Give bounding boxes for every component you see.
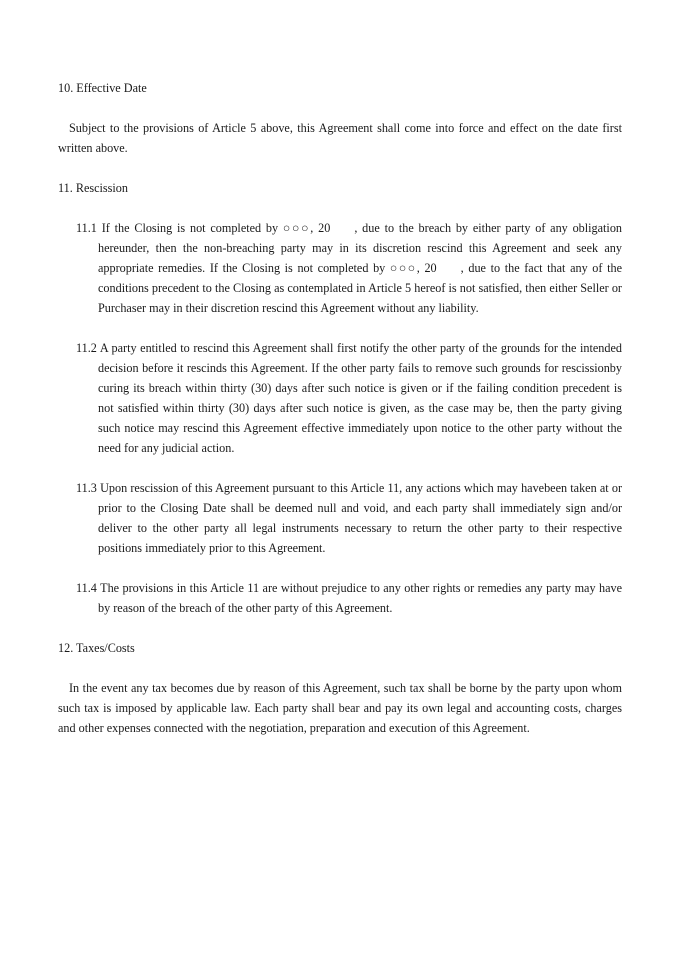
- clause-11-4: [76, 578, 622, 618]
- clause-number: 11.4: [76, 581, 97, 595]
- clause-number: 11.2: [76, 341, 97, 355]
- clause-number: 11.3: [76, 481, 97, 495]
- section-heading-rescission: 11. Rescission: [58, 181, 128, 195]
- effective-date-paragraph: Subject to the provisions of Article 5 above, this Agreement shall come into force and effect on the date first written above.: [58, 121, 622, 155]
- clause-text: A party entitled to rescind this Agreement shall first notify the other party of the grounds for the intended decision before it rescinds this Agreement. If the other party fails to remove such grounds for rescissionby curing its breach within thirty (30) days after such notice is given or if the failing condition precedent is not satisfied within thirty (30) days after such notice is given, as the case may be, then the party giving such notice may rescind this Agreement effective immediately upon notice to the other party without the need for any judicial action.: [98, 341, 622, 455]
- clause-11-3: [76, 478, 622, 558]
- document-page: [58, 78, 622, 738]
- clause-number: 11.1: [76, 221, 97, 235]
- taxes-costs-paragraph: In the event any tax becomes due by reason of this Agreement, such tax shall be borne by the party upon whom such tax is imposed by applicable law. Each party shall bear and pay its own legal and accounting costs, charges and other expenses connected with the negotiation, preparation and execution of this Agreement.: [58, 681, 622, 735]
- section-heading-effective-date: 10. Effective Date: [58, 81, 147, 95]
- date-blank: [437, 260, 461, 272]
- clause-text: Upon rescission of this Agreement pursuant to this Article 11, any actions which may havebeen taken at or prior to the Closing Date shall be deemed null and void, and each party shall immediately sign and/or deliver to the other party all legal instruments necessary to return the other party to their respective positions immediately prior to this Agreement.: [98, 481, 623, 555]
- clause-text-part-b: , due to the breach by either party of any obligation hereunder, then the non-breaching party may in its discretion rescind this Agreement and seek any appropriate remedies. If the Closing is not completed by ○○○, 20: [98, 221, 623, 275]
- date-blank: [330, 220, 354, 232]
- clause-11-1: [76, 218, 622, 318]
- clause-text: The provisions in this Article 11 are without prejudice to any other rights or remedies any party may have by reason of the breach of the other party of this Agreement.: [98, 581, 623, 615]
- clause-11-2: [76, 338, 622, 458]
- clause-text-part-a: If the Closing is not completed by ○○○, 20: [101, 221, 331, 235]
- clause-text-part-c: , due to the fact that any of the conditions precedent to the Closing as contemplated in Article 5 hereof is not satisfied, then either Seller or Purchaser may in their discretion rescind this Agreement without any liability.: [98, 261, 622, 315]
- section-heading-taxes-costs: 12. Taxes/Costs: [58, 641, 135, 655]
